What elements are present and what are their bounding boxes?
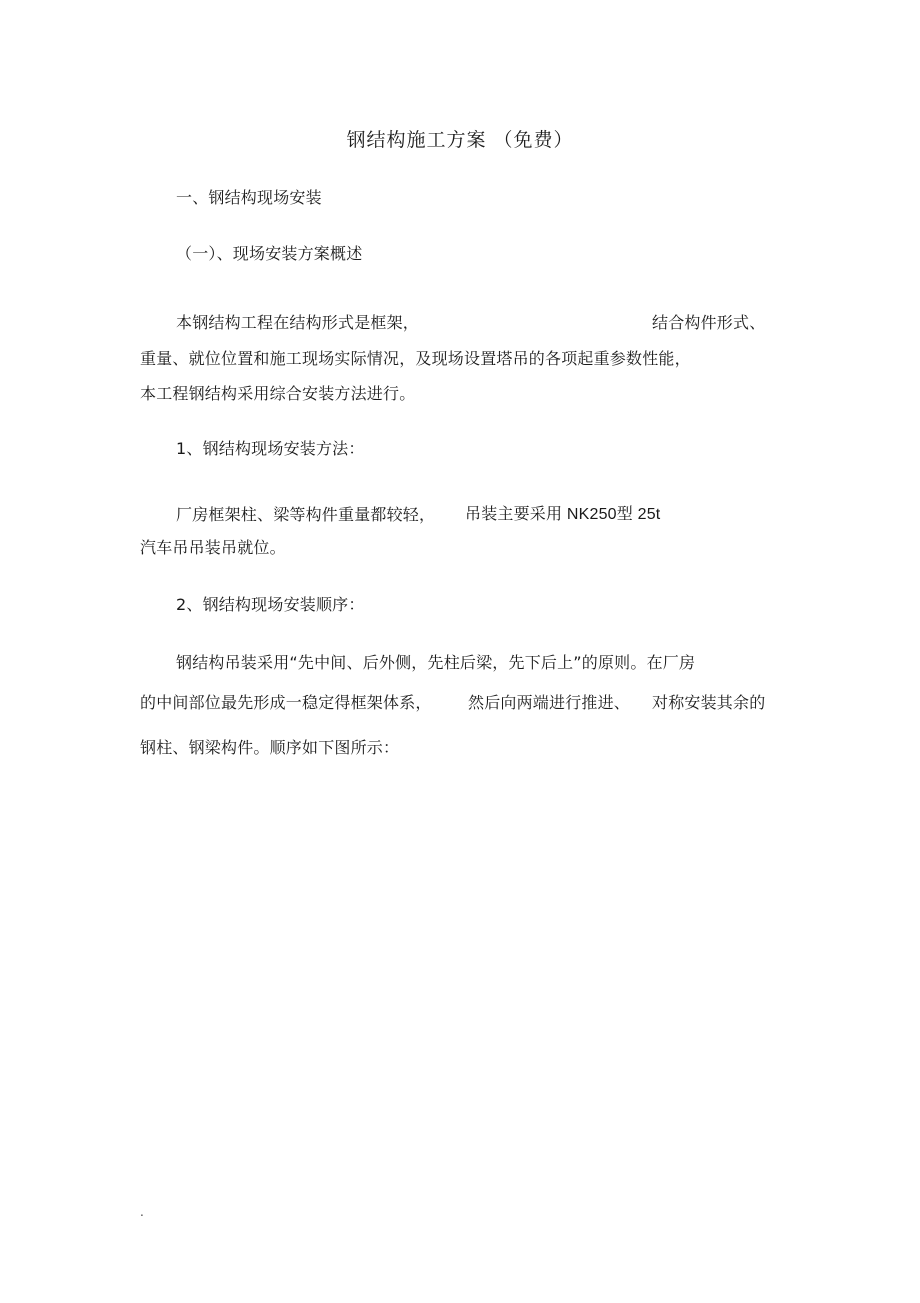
method-heading: 1、钢结构现场安装方法：	[176, 439, 365, 458]
section-heading: 一、钢结构现场安装	[176, 188, 322, 207]
paragraph-1-line-3: 本工程钢结构采用综合安装方法进行。	[140, 384, 416, 403]
paragraph-1-line-1a: 本钢结构工程在结构形式是框架，	[176, 313, 420, 332]
subsection-heading: （一）、现场安装方案概述	[176, 244, 363, 263]
paragraph-3-line-3: 钢柱、钢梁构件。顺序如下图所示：	[140, 738, 400, 757]
paragraph-3-line-2b: 然后向两端进行推进、	[468, 693, 631, 712]
paragraph-2-line-1a: 厂房框架柱、梁等构件重量都较轻，	[176, 505, 436, 524]
paragraph-2-line-2: 汽车吊吊装吊就位。	[140, 538, 286, 557]
paragraph-1-line-1b: 结合构件形式、	[652, 313, 766, 332]
sequence-heading: 2、钢结构现场安装顺序：	[176, 595, 365, 614]
paragraph-3-line-2a: 的中间部位最先形成一稳定得框架体系，	[140, 693, 432, 712]
paragraph-3-line-1: 钢结构吊装采用“先中间、后外侧，先柱后梁，先下后上”的原则。在厂房	[176, 653, 696, 672]
document-title: 钢结构施工方案 （免费）	[346, 129, 574, 151]
paragraph-2-line-1b: 吊装主要采用 NK250型 25t	[465, 506, 661, 523]
footer-mark: .	[140, 1205, 144, 1219]
paragraph-3-line-2c: 对称安装其余的	[652, 693, 766, 712]
paragraph-1-line-2: 重量、就位位置和施工现场实际情况，及现场设置塔吊的各项起重参数性能，	[140, 349, 691, 368]
